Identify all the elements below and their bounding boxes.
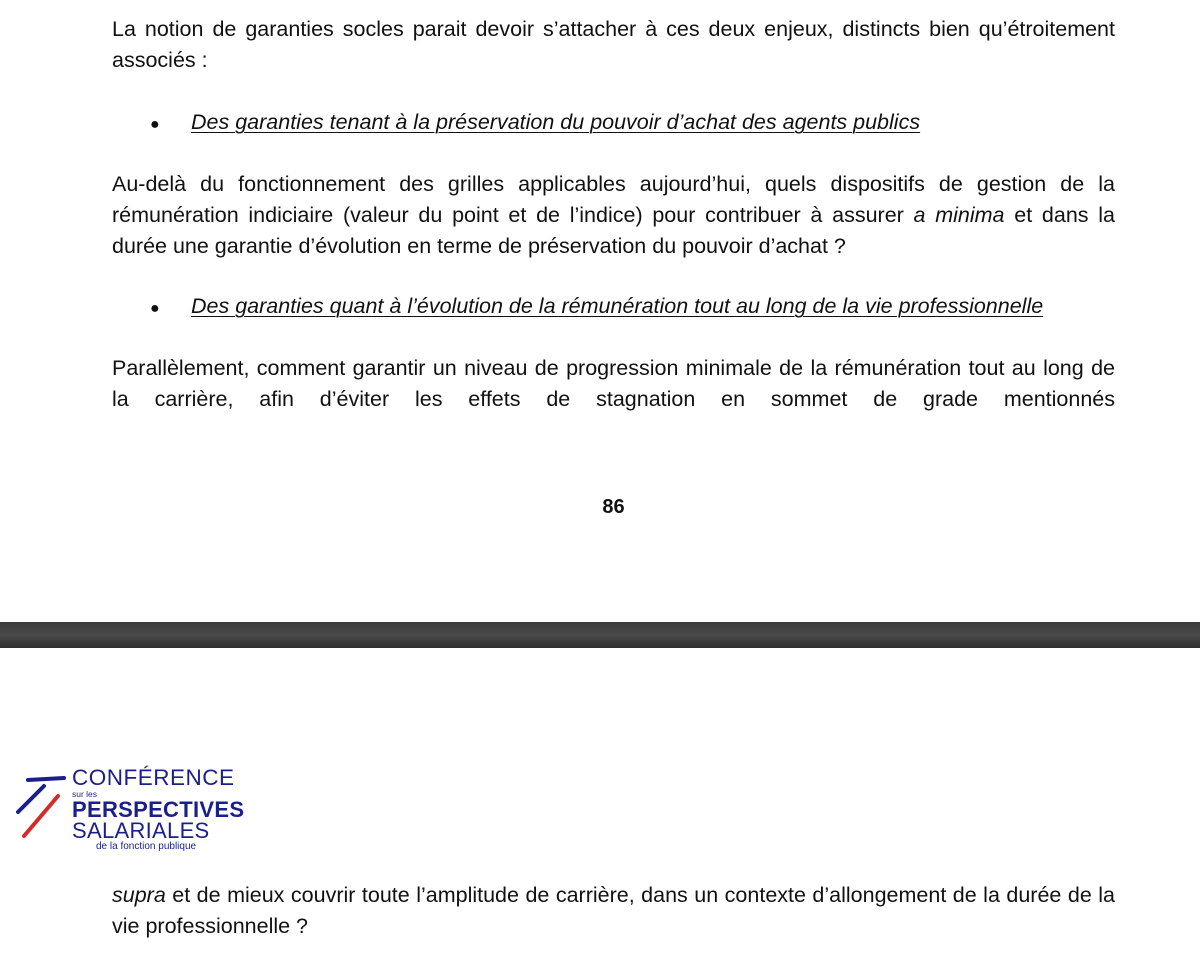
paragraph-text: et de mieux couvrir toute l’amplitude de carrière, dans un contexte d’allongement de la durée de la vie professionnelle ? — [112, 883, 1115, 938]
page-separator — [0, 622, 1200, 648]
paragraph-text: et dans la durée une garantie d’évolution en terme de préservation du pouvoir d’achat ? — [112, 203, 1116, 258]
paragraph-italic: supra — [112, 883, 166, 907]
conference-logo — [22, 766, 262, 862]
page-number: 86 — [602, 496, 625, 518]
logo-line-salariales: SALARIALES — [72, 818, 210, 843]
bullet-dot-icon: ● — [150, 116, 160, 133]
logo-line-sur-les: sur les — [72, 789, 98, 799]
paragraph-continuation — [112, 880, 1115, 942]
logo-wordmark — [72, 766, 244, 853]
bullet-text: Des garanties tenant à la préservation du pouvoir d’achat des agents publics — [191, 110, 921, 134]
paragraph-text: Au-delà du fonctionnement des grilles applicables aujourd’hui, quels dispositifs de gestion de la rémunération indiciaire (valeur du point et de l’indice) pour contribuer à assurer — [112, 172, 1115, 227]
paragraph-indiciaire — [112, 169, 1115, 262]
paragraph-intro: La notion de garanties socles parait devoir s’attacher à ces deux enjeux, distincts bien qu’étroitement associés : — [112, 17, 1115, 72]
bullet-item-career-evolution — [150, 291, 1116, 324]
bullet-text: Des garanties quant à l’évolution de la rémunération tout au long de la vie professionnelle — [191, 294, 1044, 318]
paragraph-progression: Parallèlement, comment garantir un niveau de progression minimale de la rémunération tout au long de la carrière, afin d’éviter les effets de stagnation en sommet de grade mentionnés — [112, 356, 1115, 411]
paragraph-italic: a minima — [913, 203, 1005, 227]
bullet-item-purchasing-power — [150, 107, 1116, 140]
logo-strokes-icon — [16, 776, 76, 846]
bullet-dot-icon: ● — [150, 300, 160, 317]
logo-line-conference: CONFÉRENCE — [72, 765, 235, 790]
logo-line-perspectives: PERSPECTIVES — [72, 797, 245, 822]
logo-line-fonction-publique: de la fonction publique — [96, 841, 197, 852]
